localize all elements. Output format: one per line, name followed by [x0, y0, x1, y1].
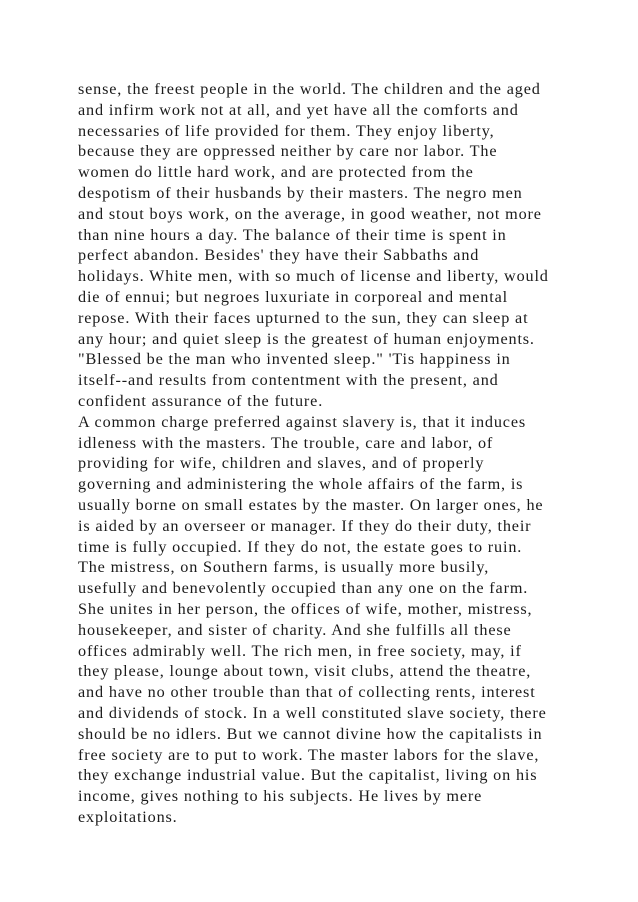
text-line: She unites in her person, the offices of wife, mother, mistress, — [78, 599, 533, 618]
text-line: time is fully occupied. If they do not, the estate goes to ruin. — [78, 537, 523, 556]
text-line: usefully and benevolently occupied than any one on the farm. — [78, 579, 529, 598]
text-line: and infirm work not at all, and yet have all the comforts and — [78, 100, 519, 119]
text-line: itself--and results from contentment with the present, and — [78, 371, 499, 390]
text-line: sense, the freest people in the world. The children and the aged — [78, 80, 541, 98]
text-line: idleness with the masters. The trouble, care and labor, of — [78, 433, 494, 452]
document-page — [78, 79, 578, 828]
text-line: women do little hard work, and are protected from the — [78, 163, 474, 182]
text-line: confident assurance of the future. — [78, 391, 324, 410]
text-line: offices admirably well. The rich men, in free society, may, if — [78, 641, 522, 660]
text-line: usually borne on small estates by the master. On larger ones, he — [78, 495, 544, 514]
text-line: they exchange industrial value. But the capitalist, living on his — [78, 766, 538, 785]
text-line: they please, lounge about town, visit clubs, attend the theatre, — [78, 662, 532, 681]
text-line: "Blessed be the man who invented sleep." 'Tis happiness in — [78, 350, 511, 369]
text-line: and have no other trouble than that of collecting rents, interest — [78, 683, 536, 702]
text-line: repose. With their faces upturned to the sun, they can sleep at — [78, 308, 529, 327]
text-line: than nine hours a day. The balance of their time is spent in — [78, 225, 507, 244]
text-line: perfect abandon. Besides' they have their Sabbaths and — [78, 246, 480, 265]
text-line: The mistress, on Southern farms, is usually more busily, — [78, 558, 490, 577]
text-line: and dividends of stock. In a well constituted slave society, there — [78, 703, 547, 722]
text-line: necessaries of life provided for them. They enjoy liberty, — [78, 121, 495, 140]
text-line: holidays. White men, with so much of license and liberty, would — [78, 267, 549, 286]
text-line: free society are to put to work. The master labors for the slave, — [78, 745, 540, 764]
text-line: income, gives nothing to his subjects. He lives by mere — [78, 787, 483, 806]
text-line: providing for wife, children and slaves, and of properly — [78, 454, 485, 473]
text-line: die of ennui; but negroes luxuriate in corporeal and mental — [78, 287, 508, 306]
text-line: is aided by an overseer or manager. If they do their duty, their — [78, 516, 532, 535]
text-line: because they are oppressed neither by care nor labor. The — [78, 142, 498, 161]
text-line: and stout boys work, on the average, in good weather, not more — [78, 204, 542, 223]
text-line: any hour; and quiet sleep is the greatest of human enjoyments. — [78, 329, 535, 348]
text-line: should be no idlers. But we cannot divine how the capitalists in — [78, 724, 543, 743]
text-line: A common charge preferred against slavery is, that it induces — [78, 412, 527, 431]
text-line: despotism of their husbands by their masters. The negro men — [78, 183, 523, 202]
text-line: governing and administering the whole affairs of the farm, is — [78, 475, 524, 494]
text-line: housekeeper, and sister of charity. And she fulfills all these — [78, 620, 512, 639]
text-line: exploitations. — [78, 807, 178, 826]
